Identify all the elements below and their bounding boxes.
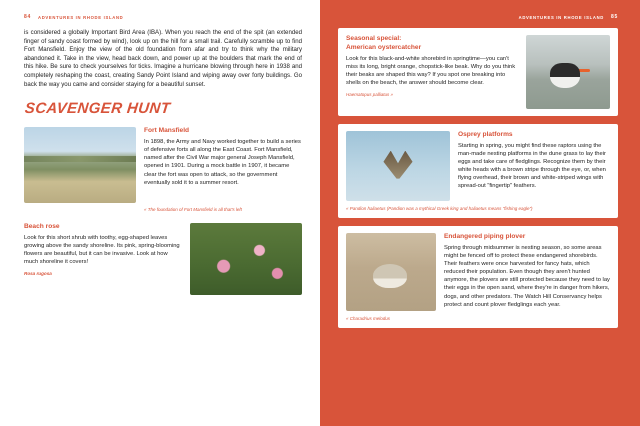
oystercatcher-scientific-name: Haematopus palliatus »: [346, 92, 394, 98]
panel-title-line1: Endangered piping plover: [444, 233, 526, 240]
entry-beach-rose: [24, 223, 302, 295]
beach-rose-scientific-name: Rosa rugosa: [24, 270, 52, 276]
folio-left: 84: [24, 14, 31, 20]
panel-american-oystercatcher: [338, 28, 618, 116]
piping-plover-photo: [346, 233, 436, 311]
american-oystercatcher-photo: [526, 35, 610, 109]
entry-fort-mansfield: [24, 127, 302, 203]
page-right: [320, 0, 640, 426]
body-text-continued: is considered a globally Important Bird Area (IBA). When you reach the end of the spit (an extended finger of sandy coast formed by wind), look up on the hill for a small trail. Carefully scramble up to find Fort Mansfield. Enjoy the view of the old foundation from afar and try to think why the military abandoned it. Take in the view, head back down, and power up at the boulders that mark the end of this hike. Be sure to check yourselves for ticks. Imagine a hurricane blowing through here in 1938 and completely reshaping the coast, creating Sandy Point Island and wiping away over forty buildings. Go back the way you came and consider staying for a beautiful sunset.: [24, 29, 302, 88]
panel-title-line2: American oystercatcher: [346, 44, 422, 51]
running-head-left: [24, 14, 302, 20]
folio-right: 85: [611, 14, 618, 20]
panel-text: Starting in spring, you might find these raptors using the man-made nesting platforms in the dune grass to lay their eggs and take care of fledglings. Recognize them by their white heads with a brown stripe through the eye, or, when flying overhead, their brown and white-striped wings with spread-out "fingertip" feathers.: [458, 143, 606, 190]
osprey-photo: [346, 131, 450, 201]
fort-mansfield-caption: « The foundation of Fort Mansfield is all that's left: [144, 207, 242, 213]
beach-rose-photo: [190, 223, 302, 295]
entry-text: Look for this short shrub with toothy, egg-shaped leaves growing above the sandy shoreline. Its pink, spring-blooming flowers are beautiful, but it can be invasive. Look at how much shoreline it covers!: [24, 235, 180, 266]
panel-osprey-platforms: [338, 124, 618, 218]
panel-endangered-piping-plover: [338, 226, 618, 328]
fort-mansfield-photo: [24, 127, 136, 203]
entry-title: Fort Mansfield: [144, 127, 190, 135]
panel-title-line1: Osprey platforms: [458, 131, 513, 138]
osprey-scientific-name: « Pandion haliaetus (Pandion was a mythical Greek king and haliaetus means "fishing eagle"): [346, 206, 533, 211]
section-heading-scavenger-hunt: SCAVENGER HUNT: [24, 100, 172, 118]
running-head-title-left: ADVENTURES IN RHODE ISLAND: [37, 14, 124, 20]
entry-title: Beach rose: [24, 223, 60, 231]
running-head-title-right: ADVENTURES IN RHODE ISLAND: [518, 14, 605, 20]
piping-plover-scientific-name: « Charadrius melodus: [346, 316, 391, 321]
panel-text: Spring through midsummer is nesting season, so some areas might be fenced off to protect these endangered shorebirds. Their feathers were once harvested for fancy hats, which reduced their population. Even though they aren't hunted anymore, the plovers are still protected because they need to lay their eggs in the open sand, where they're in danger from hikers, dogs, and other predators. The Watch Hill Conservancy helps protect and count plover fledglings each year.: [444, 245, 610, 308]
entry-text: In 1898, the Army and Navy worked together to build a series of defensive forts all along the East Coast. Fort Mansfield, named after the Civil War major general Joseph Mansfield, opened in 1901. During a mock battle in 1907, it became clear the fort was open to attack, so the government eventually sold it to a summer resort.: [144, 139, 301, 186]
panel-text: Look for this black-and-white shorebird in springtime—you can't miss its long, bright orange, chopstick-like beak. Why do you think their beaks are shaped this way? If you spot one breaking into shells on the beach, the answer should become clear.: [346, 56, 516, 87]
panel-title-line1: Seasonal special:: [346, 35, 402, 42]
